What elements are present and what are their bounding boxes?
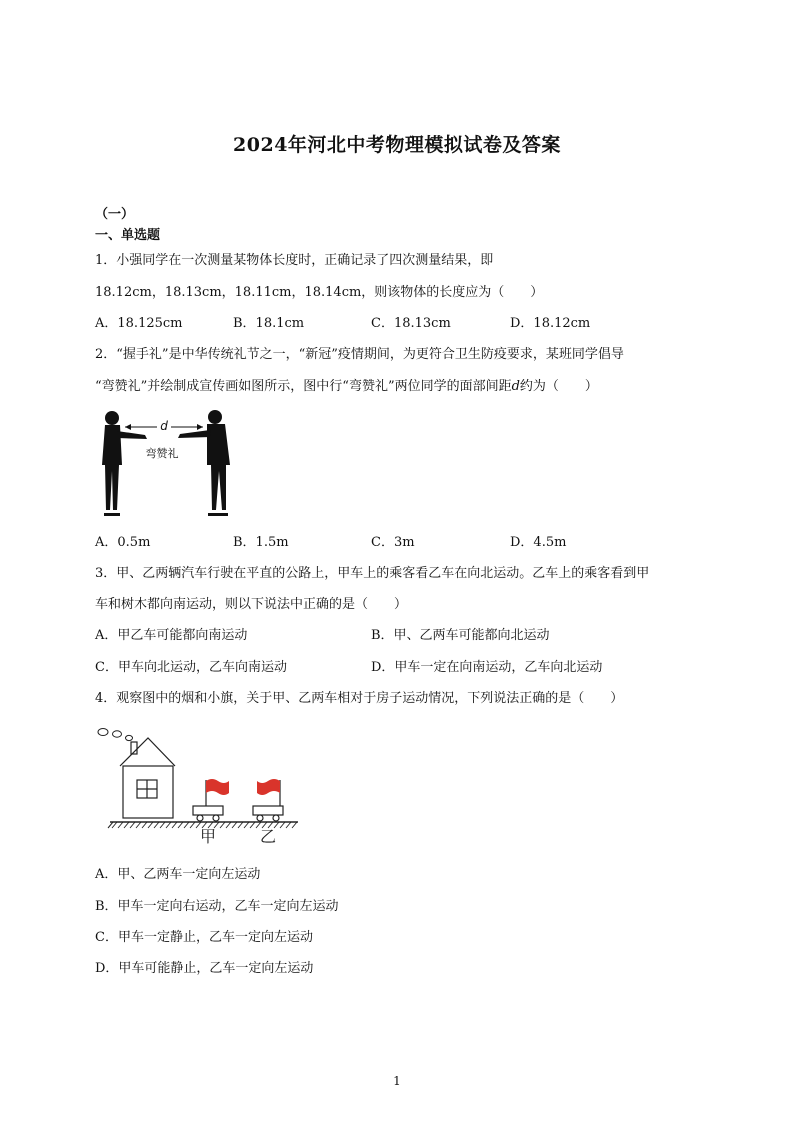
q1-option-a: A．18.125cm <box>95 316 183 331</box>
right-person-silhouette <box>178 410 230 516</box>
q1-option-b: B．18.1cm <box>233 316 305 331</box>
q2-stem-text-b: 约为（ ） <box>519 379 598 394</box>
q3-stem-line1: 3．甲、乙两辆汽车行驶在平直的公路上，甲车上的乘客看乙车在向北运动。乙车上的乘客看到甲 <box>95 566 650 581</box>
q4-option-d: D．甲车可能静止，乙车一定向左运动 <box>95 961 314 976</box>
hatch-mark <box>292 822 297 828</box>
q4-option-a: A．甲、乙两车一定向左运动 <box>95 867 261 882</box>
figure-caption: 弯赞礼 <box>145 447 179 460</box>
car-yi <box>253 779 283 821</box>
hatch-mark <box>136 822 141 828</box>
q2-option-a: A．0.5m <box>95 535 151 550</box>
hatch-mark <box>226 822 231 828</box>
hatch-mark <box>184 822 189 828</box>
q3-option-a: A．甲乙车可能都向南运动 <box>95 628 248 643</box>
label-jia: 甲 <box>199 827 217 846</box>
hatch-mark <box>142 822 147 828</box>
hatch-mark <box>166 822 171 828</box>
q2-variable-d: d <box>511 379 520 394</box>
q1-stem-line2: 18.12cm，18.13cm，18.11cm，18.14cm，则该物体的长度应为（ ） <box>95 285 544 300</box>
q1-option-d: D．18.12cm <box>510 316 591 331</box>
hatch-mark <box>130 822 135 828</box>
hatch-mark <box>190 822 195 828</box>
hatch-mark <box>154 822 159 828</box>
q2-option-b: B．1.5m <box>233 535 289 550</box>
hatch-mark <box>244 822 249 828</box>
q2-stem-text-a: “弯赞礼”并绘制成宣传画如图所示，图中行“弯赞礼”两位同学的面部间距 <box>95 379 512 394</box>
hatch-mark <box>220 822 225 828</box>
section-label: （一） <box>95 207 135 222</box>
q1-option-c: C．18.13cm <box>371 316 451 331</box>
q1-stem-line1: 1．小强同学在一次测量某物体长度时，正确记录了四次测量结果，即 <box>95 253 494 268</box>
part-heading: 一、单选题 <box>95 228 161 243</box>
q4-figure-house-and-cars <box>95 720 305 850</box>
hatch-mark <box>124 822 129 828</box>
q4-option-b: B．甲车一定向右运动，乙车一定向左运动 <box>95 899 339 914</box>
hatch-mark <box>232 822 237 828</box>
q3-option-d: D．甲车一定在向南运动，乙车向北运动 <box>371 660 603 675</box>
q3-stem-line2: 车和树木都向南运动，则以下说法中正确的是（ ） <box>95 597 408 612</box>
house <box>120 738 175 818</box>
car-jia <box>193 779 229 821</box>
q2-stem-line1: 2．“握手礼”是中华传统礼节之一，“新冠”疫情期间，为更符合卫生防疫要求，某班同学倡导 <box>95 347 624 362</box>
hatch-mark <box>178 822 183 828</box>
page-number: 1 <box>393 1074 401 1088</box>
smoke-puffs <box>98 729 133 741</box>
q2-figure-thumbs-up-greeting <box>95 405 245 520</box>
q2-option-d: D．4.5m <box>510 535 567 550</box>
hatch-mark <box>172 822 177 828</box>
hatch-mark <box>250 822 255 828</box>
hatch-mark <box>280 822 285 828</box>
q3-option-c: C．甲车向北运动，乙车向南运动 <box>95 660 287 675</box>
hatch-mark <box>238 822 243 828</box>
q4-stem: 4．观察图中的烟和小旗，关于甲、乙两车相对于房子运动情况，下列说法正确的是（ ） <box>95 691 624 706</box>
q2-option-c: C．3m <box>371 535 415 550</box>
q3-option-b: B．甲、乙两车可能都向北运动 <box>371 628 550 643</box>
document-title: 2024年河北中考物理模拟试卷及答案 <box>233 134 561 156</box>
hatch-mark <box>118 822 123 828</box>
figure-variable-d: d <box>160 419 168 433</box>
hatch-mark <box>148 822 153 828</box>
hatch-mark <box>286 822 291 828</box>
hatch-mark <box>160 822 165 828</box>
q2-stem-line2 <box>95 378 598 396</box>
label-yi: 乙 <box>259 827 277 846</box>
q4-option-c: C．甲车一定静止，乙车一定向左运动 <box>95 930 313 945</box>
